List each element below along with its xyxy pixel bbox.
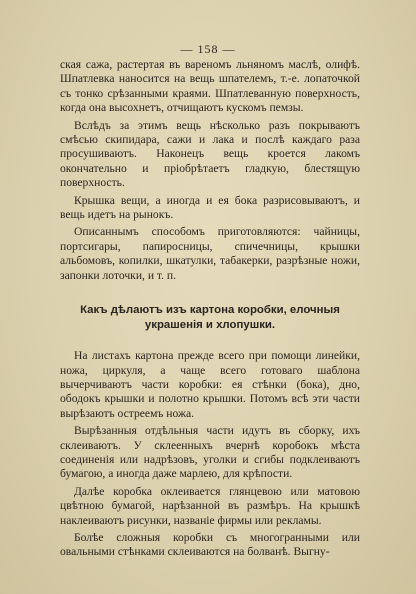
page-body bbox=[60, 58, 360, 563]
paragraph-1: ская сажа, растертая въ вареномъ льняномъ маслѣ, олифѣ. Шпатлевка наносится на вещь шпателемъ, т.-е. лопаточкой съ тонко срѣзанными краями. Шпатлеванную поверхность, когда она высохнетъ, отчищаютъ кускомъ пемзы. bbox=[60, 58, 360, 115]
paragraph-3: Крышка вещи, а иногда и ея бока разрисовываютъ, и вещь идетъ на рынокъ. bbox=[60, 193, 360, 222]
page-number: — 158 — bbox=[180, 42, 236, 56]
paragraph-8: Болѣе сложныя коробки съ многогранными или овальными стѣнками склеиваются на болванѣ. Выгну- bbox=[60, 530, 360, 559]
paragraph-7: Далѣе коробка оклеивается глянцевою или матовою цвѣтною бумагой, нарѣзанной въ размѣръ. На крышкѣ наклеиваютъ рисунки, названіе фирмы или рекламы. bbox=[60, 484, 360, 527]
paragraph-2: Вслѣдъ за этимъ вещь нѣсколько разъ покрываютъ смѣсью скипидара, сажи и лака и послѣ каждаго раза просушиваютъ. Наконецъ вещь кроется лакомъ окончательно и пріобрѣтаетъ гладкую, блестящую поверхность. bbox=[60, 118, 360, 190]
paragraph-6: Вырѣзанныя отдѣльныя части идутъ въ сборку, ихъ склеиваютъ. У склеенныхъ вчернѣ коробокъ мѣста соединенія или надрѣзовъ, уголки и сгибы подклеиваютъ бумагою, а иногда даже марлею, для крѣпости. bbox=[60, 424, 360, 481]
paragraph-5: На листахъ картона прежде всего при помощи линейки, ножа, циркуля, а чаще всего готоваго шаблона вычерчиваютъ части коробки: ея стѣнки (бока), дно, ободокъ крышки и полотно крышки. Потомъ всѣ эти части вырѣзаютъ остреемъ ножа. bbox=[60, 349, 360, 420]
section-heading: Какъ дѣлаютъ изъ картона коробки, елочныя украшенія и хлопушки. bbox=[80, 304, 340, 332]
paragraph-4: Описаннымъ способомъ приготовляются: чайницы, портсигары, папиросницы, спичечницы, крышки альбомовъ, копилки, шкатулки, табакерки, разрѣзные ножи, запонки лоточки, и т. п. bbox=[60, 225, 360, 282]
